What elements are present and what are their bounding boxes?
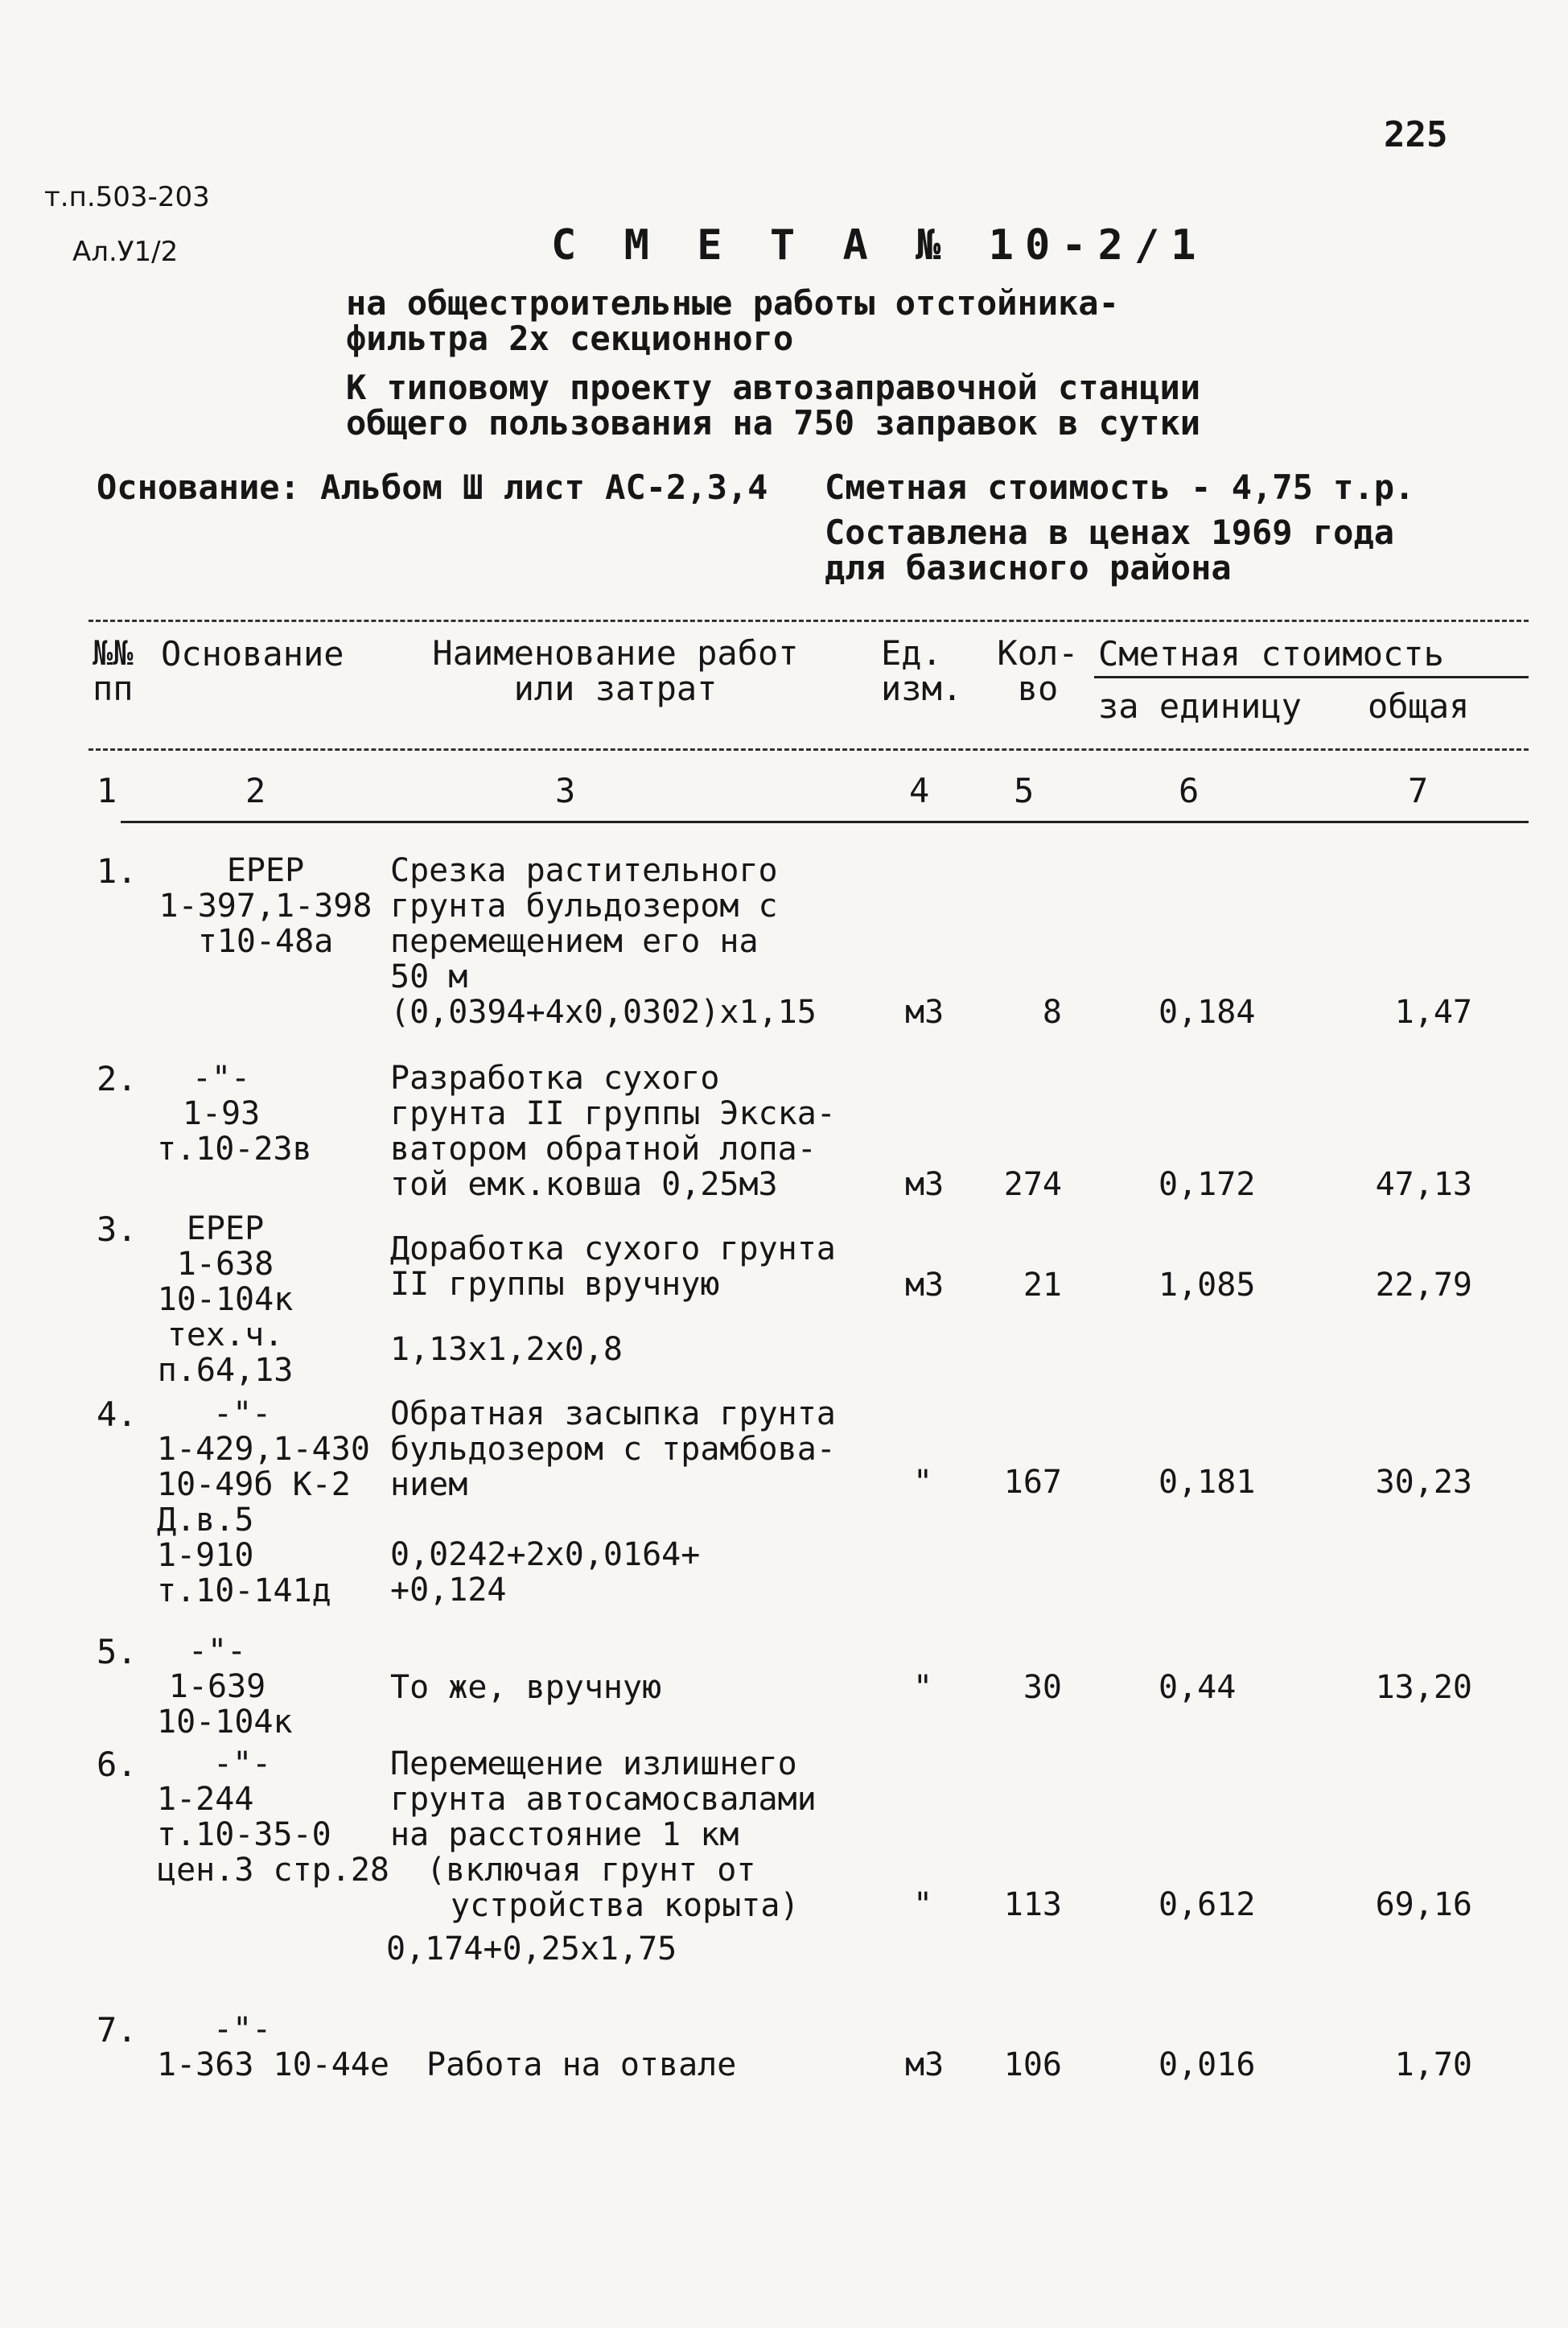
row-price: 0,181 bbox=[1159, 1464, 1256, 1501]
row-basis bbox=[157, 1396, 370, 1609]
header-unit-line: Ед. bbox=[881, 633, 942, 673]
name-line: II группы вручную bbox=[390, 1266, 720, 1303]
name-line: Перемещение излишнего bbox=[390, 1745, 797, 1782]
col-number: 4 bbox=[909, 771, 930, 810]
basis-line: 1-244 bbox=[157, 1781, 254, 1818]
header-name-line: Наименование работ bbox=[432, 633, 799, 673]
name-line: Срезка растительного bbox=[390, 852, 778, 889]
row-total: 22,79 bbox=[1375, 1267, 1472, 1304]
row-number: 2. bbox=[97, 1059, 138, 1098]
name-line: (включая грунт от bbox=[426, 1852, 756, 1889]
row-total: 13,20 bbox=[1375, 1669, 1472, 1706]
basis-line: 1-93 bbox=[182, 1095, 261, 1132]
document-subtitle bbox=[346, 283, 1119, 358]
header-n bbox=[93, 633, 134, 708]
subtitle-line: фильтра 2х секционного bbox=[346, 319, 794, 358]
row-price: 0,184 bbox=[1159, 994, 1256, 1031]
name-line: бульдозером с трамбова- bbox=[390, 1431, 836, 1468]
basis-line: т.10-141д bbox=[157, 1572, 331, 1609]
name-line: устройства корыта) bbox=[451, 1887, 800, 1924]
name-line: (0,0394+4х0,0302)х1,15 bbox=[390, 994, 817, 1031]
basis-line: 1-639 bbox=[168, 1668, 266, 1705]
header-cost: Сметная стоимость bbox=[1098, 634, 1444, 674]
row-name bbox=[390, 853, 817, 1030]
name-line: перемещением его на bbox=[390, 923, 759, 960]
basis-line: 1-429,1-430 bbox=[157, 1431, 370, 1468]
col-number: 5 bbox=[1014, 771, 1035, 810]
project-code: т.п.503-203 bbox=[44, 181, 210, 213]
basis-line: 1-638 bbox=[176, 1246, 274, 1283]
row-total: 47,13 bbox=[1375, 1166, 1472, 1203]
header-name bbox=[406, 633, 825, 708]
project-ref-line: общего пользования на 750 заправок в сутки bbox=[346, 403, 1201, 443]
basis-line: 10-49б К-2 bbox=[157, 1466, 351, 1503]
row-total: 30,23 bbox=[1375, 1464, 1472, 1501]
row-qty: 274 bbox=[1003, 1166, 1062, 1203]
row-qty: 8 bbox=[1042, 994, 1062, 1031]
header-basis: Основание bbox=[161, 634, 344, 674]
formula-line: 0,0242+2х0,0164+ bbox=[390, 1536, 701, 1573]
header-qty-line: Кол- bbox=[997, 633, 1079, 673]
row-name: Работа на отвале bbox=[426, 2046, 737, 2083]
basis-line: ЕРЕР bbox=[226, 852, 305, 889]
basis-line: -"- bbox=[187, 1633, 247, 1670]
row-formula: 0,174+0,25х1,75 bbox=[386, 1930, 677, 1967]
basis-line: Д.в.5 bbox=[157, 1502, 254, 1539]
row-basis bbox=[157, 1746, 389, 1888]
row-price: 0,016 bbox=[1159, 2046, 1256, 2083]
project-reference bbox=[346, 370, 1200, 441]
prices-note-line: для базисного района bbox=[825, 548, 1232, 587]
row-formula bbox=[390, 1537, 700, 1608]
row-unit: " bbox=[913, 1464, 933, 1501]
name-line: на расстояние 1 км bbox=[390, 1816, 739, 1853]
basis-line: цен.3 стр.28 bbox=[157, 1852, 389, 1889]
numbers-bottom-rule bbox=[121, 821, 1529, 823]
row-basis bbox=[157, 1211, 294, 1388]
header-unit bbox=[881, 633, 963, 708]
header-name-line: или затрат bbox=[513, 669, 718, 708]
row-total: 1,70 bbox=[1394, 2046, 1472, 2083]
basis-line: -"- bbox=[213, 1395, 272, 1432]
row-number: 5. bbox=[97, 1632, 138, 1671]
row-unit: м3 bbox=[905, 1166, 945, 1203]
row-unit: " bbox=[913, 1886, 933, 1923]
basis-line: -"- bbox=[191, 1060, 251, 1097]
basis-line: 10-104к bbox=[157, 1704, 293, 1741]
cost-summary: Сметная стоимость - 4,75 т.р. bbox=[825, 468, 1415, 507]
page-number: 225 bbox=[1384, 114, 1448, 155]
prices-note bbox=[825, 515, 1394, 586]
row-number: 7. bbox=[97, 2010, 138, 2050]
basis-line: 1-910 bbox=[157, 1537, 254, 1574]
name-line: нием bbox=[390, 1466, 468, 1503]
name-line: Разработка сухого bbox=[390, 1060, 720, 1097]
basis-line: тех.ч. bbox=[167, 1316, 284, 1354]
row-unit: м3 bbox=[905, 1267, 945, 1304]
col-number: 1 bbox=[97, 771, 117, 810]
row-unit: м3 bbox=[905, 2046, 945, 2083]
row-name bbox=[390, 1396, 836, 1502]
header-per-unit: за единицу bbox=[1098, 686, 1302, 726]
col-number: 6 bbox=[1179, 771, 1200, 810]
row-name bbox=[390, 1061, 836, 1202]
basis-line: п.64,13 bbox=[157, 1352, 294, 1389]
basis-line: Основание: Альбом Ш лист АС-2,3,4 bbox=[97, 468, 768, 507]
row-unit: м3 bbox=[905, 994, 945, 1031]
name-line: грунта бульдозером с bbox=[390, 888, 778, 925]
header-unit-line: изм. bbox=[881, 669, 963, 708]
row-price: 1,085 bbox=[1159, 1267, 1256, 1304]
basis-line: -"- bbox=[213, 1745, 272, 1782]
document-title: С М Е Т А № 10-2/1 bbox=[551, 221, 1208, 270]
name-line: Доработка сухого грунта bbox=[390, 1230, 836, 1267]
row-basis bbox=[157, 2012, 389, 2083]
subtitle-line: на общестроительные работы отстойника- bbox=[346, 283, 1119, 323]
name-line: Обратная засыпка грунта bbox=[390, 1395, 836, 1432]
row-number: 6. bbox=[97, 1745, 138, 1784]
row-number: 3. bbox=[97, 1209, 138, 1249]
row-total: 69,16 bbox=[1375, 1886, 1472, 1923]
col-number: 2 bbox=[245, 771, 266, 810]
row-qty: 167 bbox=[1003, 1464, 1062, 1501]
row-qty: 106 bbox=[1003, 2046, 1062, 2083]
name-line: ватором обратной лопа- bbox=[390, 1131, 817, 1168]
formula-line: +0,124 bbox=[390, 1572, 507, 1609]
col-number: 7 bbox=[1408, 771, 1429, 810]
basis-line: т.10-23в bbox=[157, 1131, 312, 1168]
row-basis bbox=[157, 1060, 312, 1168]
basis-line: 1-397,1-398 bbox=[158, 888, 372, 925]
row-number: 4. bbox=[97, 1395, 138, 1434]
header-qty bbox=[990, 633, 1086, 708]
row-number: 1. bbox=[97, 851, 138, 891]
row-basis bbox=[157, 1633, 293, 1741]
name-line: То же, вручную bbox=[390, 1669, 662, 1706]
row-name bbox=[390, 1746, 817, 1923]
row-unit: " bbox=[913, 1669, 933, 1706]
basis-line: 1-363 10-44е bbox=[157, 2046, 389, 2083]
header-bottom-rule bbox=[88, 748, 1529, 751]
header-qty-line: во bbox=[1017, 669, 1059, 708]
row-price: 0,172 bbox=[1159, 1166, 1256, 1203]
col-number: 3 bbox=[555, 771, 576, 810]
row-price: 0,612 bbox=[1159, 1886, 1256, 1923]
name-line: грунта II группы Экска- bbox=[390, 1095, 836, 1132]
name-line: грунта автосамосвалами bbox=[390, 1781, 817, 1818]
header-total: общая bbox=[1368, 686, 1470, 726]
row-name bbox=[390, 1670, 661, 1705]
row-price: 0,44 bbox=[1159, 1669, 1237, 1706]
header-n-line: пп bbox=[93, 669, 134, 708]
row-basis bbox=[157, 853, 374, 959]
row-total: 1,47 bbox=[1394, 994, 1472, 1031]
row-formula: 1,13х1,2х0,8 bbox=[390, 1331, 623, 1368]
basis-line: т.10-35-0 bbox=[157, 1816, 331, 1853]
header-n-line: №№ bbox=[93, 633, 134, 673]
table-top-rule bbox=[88, 620, 1529, 622]
prices-note-line: Составлена в ценах 1969 года bbox=[825, 513, 1395, 552]
basis-line: 10-104к bbox=[157, 1281, 294, 1318]
name-line: той емк.ковша 0,25м3 bbox=[390, 1166, 778, 1203]
project-ref-line: К типовому проекту автозаправочной станции bbox=[346, 368, 1201, 407]
row-qty: 21 bbox=[1023, 1267, 1062, 1304]
cost-header-rule bbox=[1094, 676, 1529, 678]
basis-line: -"- bbox=[213, 2011, 272, 2048]
album-ref: Ал.У1/2 bbox=[72, 236, 179, 268]
basis-line: т10-48а bbox=[197, 923, 334, 960]
row-qty: 30 bbox=[1023, 1669, 1062, 1706]
row-name bbox=[390, 1231, 836, 1302]
name-line: 50 м bbox=[390, 958, 468, 995]
row-qty: 113 bbox=[1003, 1886, 1062, 1923]
basis-line: ЕРЕР bbox=[186, 1210, 265, 1247]
